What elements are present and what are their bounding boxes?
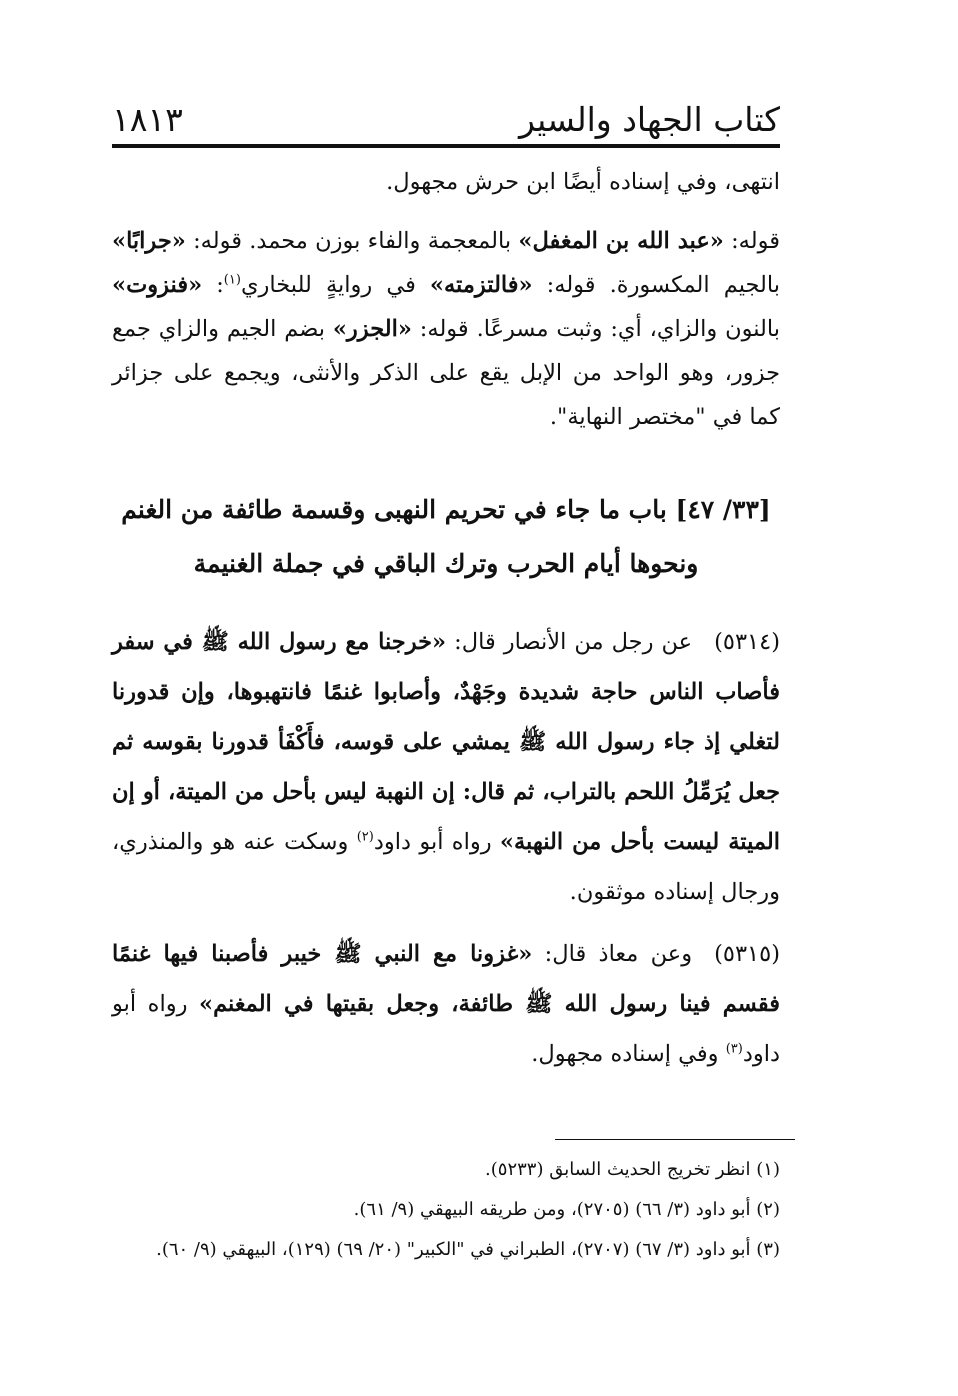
hadith-text: «خرجنا مع رسول الله ﷺ في سفر فأصاب الناس حاجة شديدة وجَهْدٌ، وأصابوا غنمًا فانتهبوها، وإن قدورنا لتغلي إذ جاء رسول الله ﷺ يمشي على قوسه، فأَكْفَأ قدورنا بقوسه ثم جعل يُرَمِّلُ اللحم بالتراب، ثم قال: إن النهبة ليس بأحل من الميتة، أو إن الميتة ليست بأحل من النهبة» — [112, 629, 780, 855]
hadith-number: (٥٣١٤) — [714, 629, 780, 655]
footnote-ref: (٢) — [356, 829, 374, 845]
book-title: كتاب الجهاد والسير — [518, 100, 780, 139]
chapter-heading: [٣٣/ ٤٧] باب ما جاء في تحريم النهبى وقسمة طائفة من الغنم ونحوها أيام الحرب وترك الباقي في جملة الغنيمة — [121, 495, 771, 578]
hadith-text: «غزونا مع النبي ﷺ خيبر فأصبنا فيها غنمًا فقسم فينا رسول الله ﷺ طائفة، وجعل بقيتها في المغنم» — [112, 941, 780, 1017]
footnote-separator — [555, 1139, 795, 1140]
quoted-term: «فالتزمته» — [429, 272, 533, 298]
commentary-line: انتهى، وفي إسناده أيضًا ابن حرش مجهول. — [386, 169, 780, 195]
quoted-term: «عبد الله بن المغفل» — [518, 228, 724, 254]
hadith-block — [112, 617, 780, 1091]
footnote: (٣) أبو داود (٣/ ٦٧) (٢٧٠٧)، الطبراني في "الكبير" (٢٠/ ٦٩) (١٢٩)، البيهقي (٩/ ٦٠). — [156, 1239, 780, 1260]
footnote-ref: (١) — [223, 272, 241, 288]
hadith-number: (٥٣١٥) — [714, 941, 780, 967]
footnotes — [112, 1150, 780, 1270]
running-header — [112, 88, 780, 148]
commentary-block — [112, 160, 780, 439]
footnote-ref: (٣) — [725, 1041, 743, 1057]
footnote: (٢) أبو داود (٣/ ٦٦) (٢٧٠٥)، ومن طريقه البيهقي (٩/ ٦١). — [353, 1199, 780, 1220]
hadith-entry: (٥٣١٥)وعن معاذ قال: «غزونا مع النبي ﷺ خيبر فأصبنا فيها غنمًا فقسم فينا رسول الله ﷺ طائفة، وجعل بقيتها في المغنم» رواه أبو داود$^{(٣)}$ وفي إسناده مجهول. — [112, 941, 780, 1067]
hadith-entry: (٥٣١٤)عن رجل من الأنصار قال: «خرجنا مع رسول الله ﷺ في سفر فأصاب الناس حاجة شديدة وجَهْدٌ، وأصابوا غنمًا فانتهبوها، وإن قدورنا لتغلي إذ جاء رسول الله ﷺ يمشي على قوسه، فأَكْفَأ قدورنا بقوسه ثم جعل يُرَمِّلُ اللحم بالتراب، ثم قال: إن النهبة ليس بأحل من الميتة، أو إن الميتة ليست بأحل من النهبة» رواه أبو داود$^{(٢)}$ وسكت عنه هو والمنذري، ورجال إسناده موثقون. — [112, 629, 780, 905]
footnote: (١) انظر تخريج الحديث السابق (٥٢٣٣). — [485, 1159, 780, 1180]
commentary-paragraph: قوله: «عبد الله بن المغفل» بالمعجمة والفاء بوزن محمد. قوله: «جرابًا» بالجيم المكسورة. قوله: «فالتزمته» في روايةٍ للبخاري$^{(١)}$: «فنزوت» بالنون والزاي، أي: وثبت مسرعًا. قوله: «الجزر» بضم الجيم والزاي جمع جزور، وهو الواحد من الإبل يقع على الذكر والأنثى، ويجمع على جزائر كما في "مختصر النهاية". — [112, 228, 780, 430]
quoted-term: «فنزوت» — [112, 272, 203, 298]
quoted-term: «الجزر» — [332, 316, 412, 342]
quoted-term: «جرابًا» — [112, 228, 186, 254]
page-number: ١٨١٣ — [112, 100, 183, 139]
